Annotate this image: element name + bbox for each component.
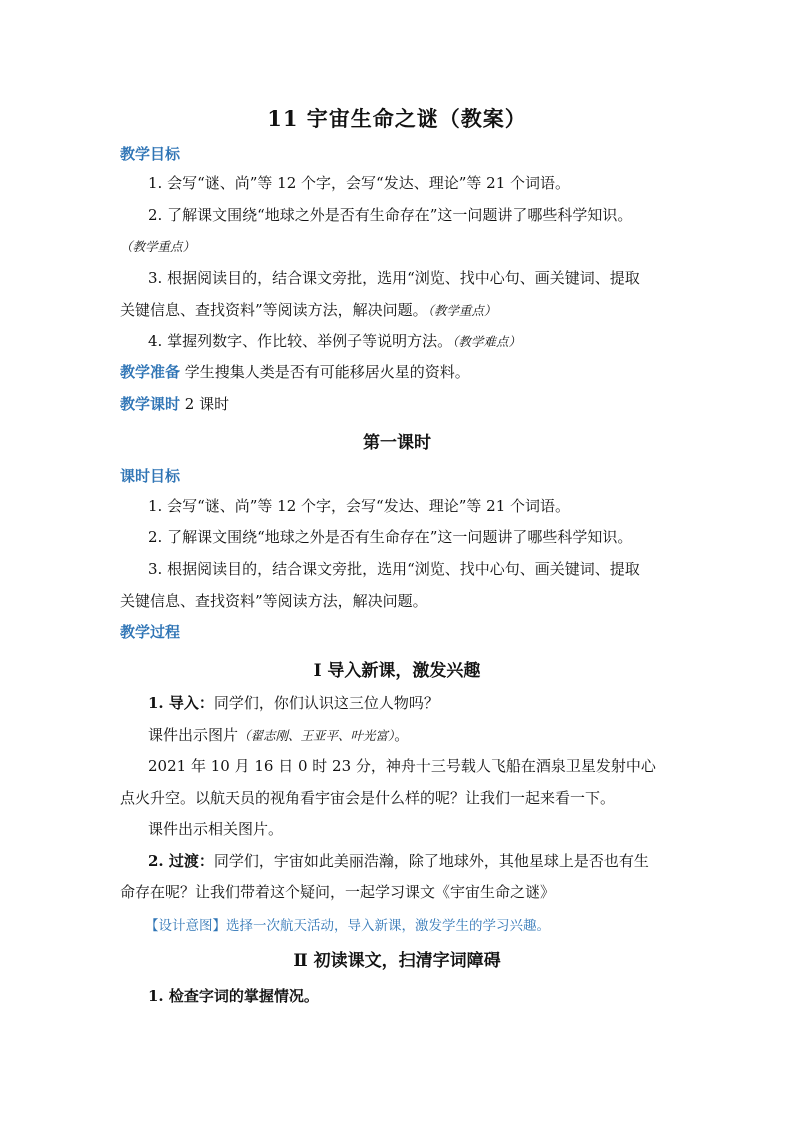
show-images-line (120, 720, 708, 751)
intro-text: 同学们，你们认识这三位人物吗？ (213, 694, 439, 712)
goal-4 (120, 326, 708, 357)
lesson-goals-heading: 课时目标 (120, 467, 181, 485)
goal-3-cont (120, 295, 680, 326)
goal-1: 1. 会写“谜、尚”等 12 个字，会写“发达、理论”等 21 个词语。 (148, 174, 571, 192)
teaching-hours-text: 2 课时 (184, 395, 230, 413)
teaching-goals-heading: 教学目标 (120, 145, 181, 163)
show-images-2: 课件出示相关图片。 (148, 820, 284, 838)
teaching-hours-label: 教学课时 (120, 395, 181, 413)
intro-label: 1. 导入： (148, 694, 214, 712)
transition-line-2: 命存在呢？让我们带着这个疑问，一起学习课文《宇宙生命之谜》 (120, 883, 556, 901)
key-point-note: （教学重点） (120, 239, 196, 254)
goal-4-text: 4. 掌握列数字、作比较、举例子等说明方法。 (148, 332, 453, 350)
goal-2-note (120, 231, 680, 262)
launch-line-2: 点火升空。以航天员的视角看宇宙会是什么样的呢？让我们一起来看一下。 (120, 789, 616, 807)
intro-line (120, 688, 708, 719)
design-intent: 【设计意图】选择一次航天活动，导入新课，激发学生的学习兴趣。 (145, 918, 550, 934)
key-point-note: （教学重点） (427, 303, 497, 318)
process-heading: 教学过程 (120, 623, 181, 641)
lesson-goal-2: 2. 了解课文围绕“地球之外是否有生命存在”这一问题讲了哪些科学知识。 (148, 528, 633, 546)
section-2-title: Ⅱ 初读课文，扫清字词障碍 (293, 951, 501, 971)
section-1-title: Ⅰ 导入新课，激发兴趣 (313, 661, 481, 681)
check-words-item: 1. 检查字词的掌握情况。 (148, 987, 319, 1005)
teaching-hours (120, 389, 680, 420)
teaching-prep-label: 教学准备 (120, 363, 181, 381)
transition-label: 2. 过渡： (148, 852, 214, 870)
transition-line (120, 846, 708, 877)
show-images-end: 。 (394, 726, 410, 744)
teaching-prep (120, 357, 680, 388)
transition-text: 同学们，宇宙如此美丽浩瀚，除了地球外，其他星球上是否也有生 (213, 852, 649, 870)
lesson-title: 第一课时 (363, 433, 431, 453)
goal-2: 2. 了解课文围绕“地球之外是否有生命存在”这一问题讲了哪些科学知识。 (148, 206, 633, 224)
lesson-goal-3-cont: 关键信息、查找资料”等阅读方法，解决问题。 (120, 592, 428, 610)
lesson-goal-1: 1. 会写“谜、尚”等 12 个字，会写“发达、理论”等 21 个词语。 (148, 497, 571, 515)
teaching-prep-text: 学生搜集人类是否有可能移居火星的资料。 (184, 363, 470, 381)
show-images-text: 课件出示图片 (148, 726, 239, 744)
astronaut-names: （翟志刚、王亚平、叶光富） (238, 728, 395, 743)
difficult-point-note: （教学难点） (452, 334, 521, 349)
goal-3: 3. 根据阅读目的，结合课文旁批，选用“浏览、找中心句、画关键词、提取 (148, 269, 640, 287)
page-title: 11 宇宙生命之谜（教案） (267, 106, 527, 131)
lesson-goal-3: 3. 根据阅读目的，结合课文旁批，选用“浏览、找中心句、画关键词、提取 (148, 560, 640, 578)
goal-3-cont-text: 关键信息、查找资料”等阅读方法，解决问题。 (120, 301, 428, 319)
launch-line-1: 2021 年 10 月 16 日 0 时 23 分，神舟十三号载人飞船在酒泉卫星发射中心 (148, 757, 656, 775)
